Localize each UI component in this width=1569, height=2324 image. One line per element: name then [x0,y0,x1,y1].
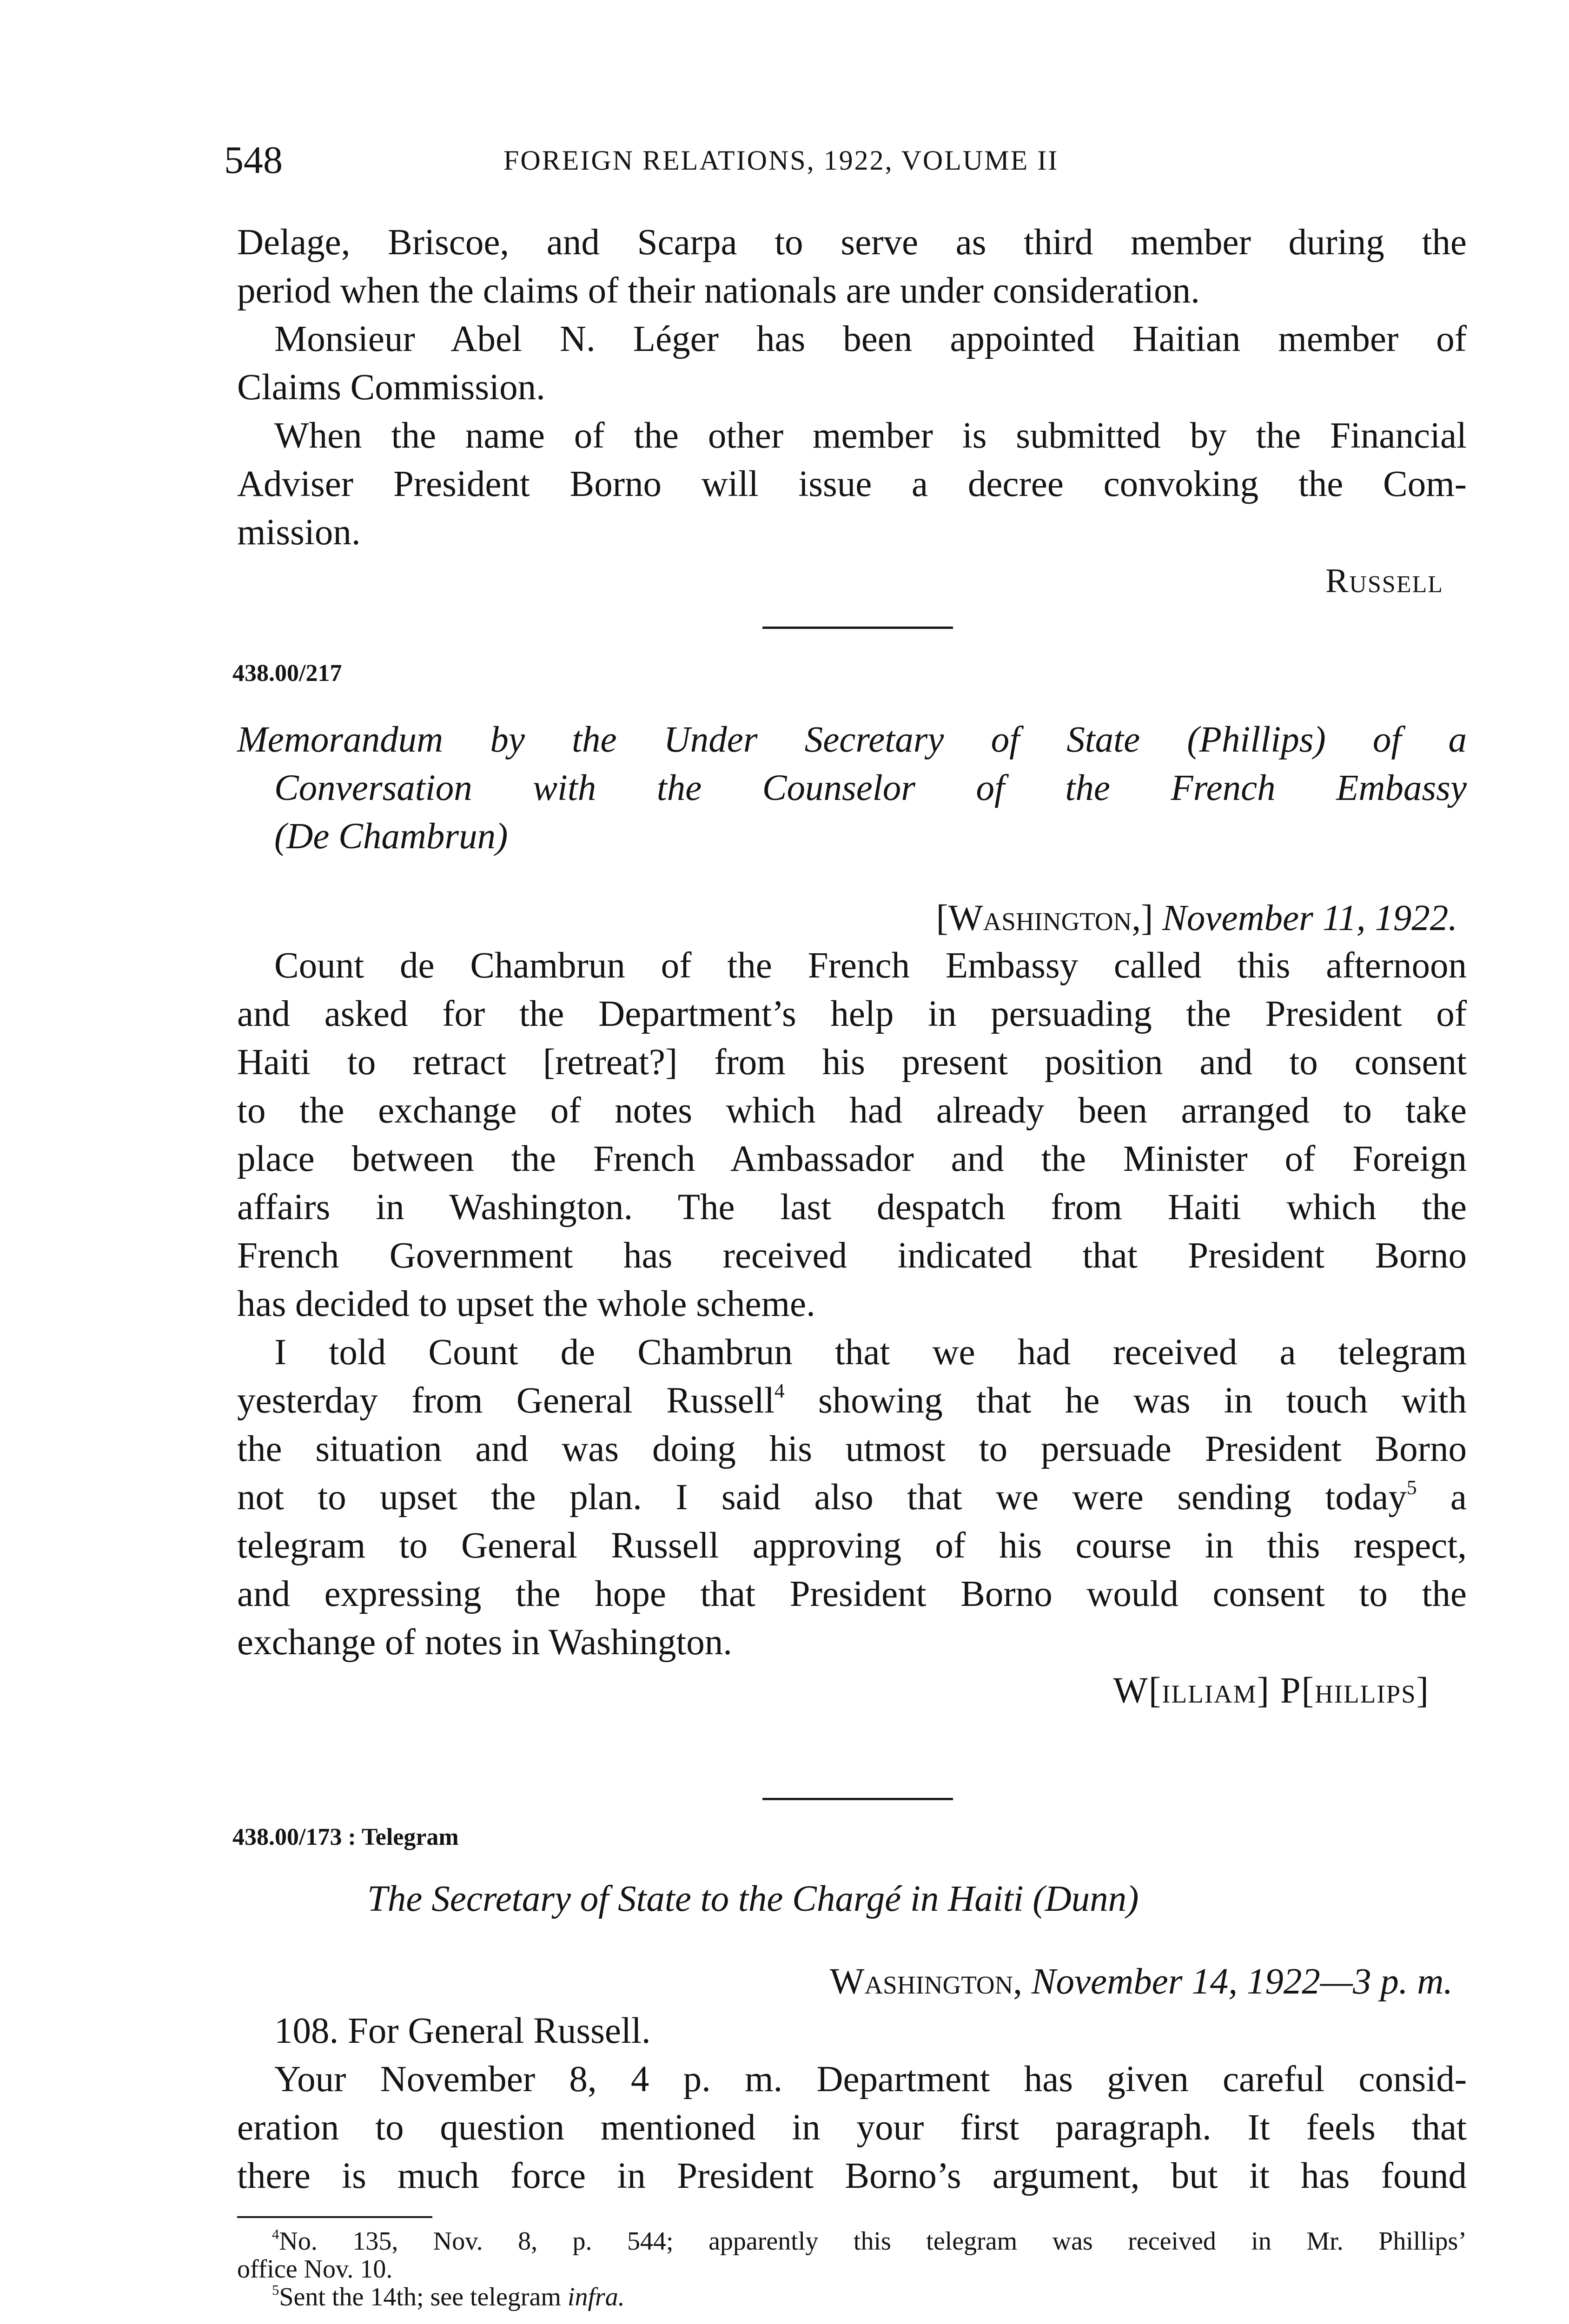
text-line: the situation and was doing his utmost to persuade President Borno [237,1429,1467,1469]
dateline-place: [Washington,] [936,898,1153,938]
text-line: eration to question mentioned in your first paragraph. It feels that [237,2107,1467,2148]
footnote-4-continued: office Nov. 10. [237,2255,393,2284]
text-line [237,1377,1467,1425]
footnote-divider [237,2216,432,2218]
text-line [237,1473,1467,1522]
text-fragment: not to upset the plan. I said also that we were sending today [237,1477,1407,1518]
file-number: 438.00/173 : Telegram [232,1824,459,1850]
text-line: there is much force in President Borno’s argument, but it has found [237,2156,1467,2196]
text-line: Haiti to retract [retreat?] from his present position and to consent [237,1042,1467,1083]
section-divider [762,1798,953,1800]
running-title: FOREIGN RELATIONS, 1922, VOLUME II [503,145,1059,176]
text-line: Adviser President Borno will issue a decree convoking the Com- [237,464,1467,504]
section-divider [762,627,953,629]
text-line: When the name of the other member is submitted by the Financial [274,416,1467,456]
text-line: Your November 8, 4 p. m. Department has given careful consid- [274,2059,1467,2100]
text-fragment: yesterday from General Russell [237,1380,775,1421]
page-number: 548 [224,139,283,182]
text-line: 108. For General Russell. [274,2011,651,2051]
signature-russell: Russell [1325,562,1443,600]
text-line: telegram to General Russell approving of his course in this respect, [237,1525,1467,1566]
dateline-date: November 14, 1922—3 p. m. [1031,1961,1453,2002]
footnote-text: No. 135, Nov. 8, p. 544; apparently this telegram was received in Mr. Phillips’ [279,2227,1467,2256]
text-line: place between the French Ambassador and the Minister of Foreign [237,1139,1467,1179]
text-line: affairs in Washington. The last despatch from Haiti which the [237,1187,1467,1228]
text-line: to the exchange of notes which had already been arranged to take [237,1090,1467,1131]
footnote-ref-5[interactable]: 5 [1406,1476,1417,1499]
footnote-text: Sent the 14th; see telegram [279,2283,568,2311]
signature-phillips: W[illiam] P[hillips] [1113,1670,1430,1711]
dateline-place: Washington, [829,1961,1023,2002]
document-title-line: Conversation with the Counselor of the French Embassy [274,768,1467,808]
footnote-text-italic: infra. [567,2283,625,2311]
text-fragment: showing that he was in touch with [784,1380,1467,1421]
footnote-5 [272,2283,625,2311]
dateline-date: November 11, 1922. [1162,898,1457,938]
text-line: mission. [237,512,361,553]
footnote-4 [272,2227,1467,2255]
document-title-line: (De Chambrun) [274,816,508,857]
text-line: period when the claims of their nationals are under consideration. [237,271,1200,311]
text-line: Delage, Briscoe, and Scarpa to serve as third member during the [237,222,1467,263]
text-line: I told Count de Chambrun that we had received a telegram [274,1332,1467,1373]
text-line: Claims Commission. [237,367,545,408]
file-number: 438.00/217 [232,660,342,687]
dateline [936,894,1457,943]
text-line: Count de Chambrun of the French Embassy called this afternoon [274,945,1467,986]
text-fragment: a [1417,1477,1467,1518]
footnote-marker: 5 [272,2282,279,2298]
footnote-ref-4[interactable]: 4 [774,1380,785,1402]
document-title: The Secretary of State to the Chargé in Haiti (Dunn) [367,1879,1139,1919]
text-line: French Government has received indicated that President Borno [237,1235,1467,1276]
text-line: and asked for the Department’s help in persuading the President of [237,994,1467,1034]
text-line: and expressing the hope that President Borno would consent to the [237,1574,1467,1614]
text-line: Monsieur Abel N. Léger has been appointed Haitian member of [274,319,1467,359]
text-line: exchange of notes in Washington. [237,1622,733,1663]
footnote-marker: 4 [272,2226,279,2242]
dateline [830,1958,1453,2006]
document-title-line: Memorandum by the Under Secretary of State (Phillips) of a [237,720,1467,760]
text-line: has decided to upset the whole scheme. [237,1284,815,1324]
